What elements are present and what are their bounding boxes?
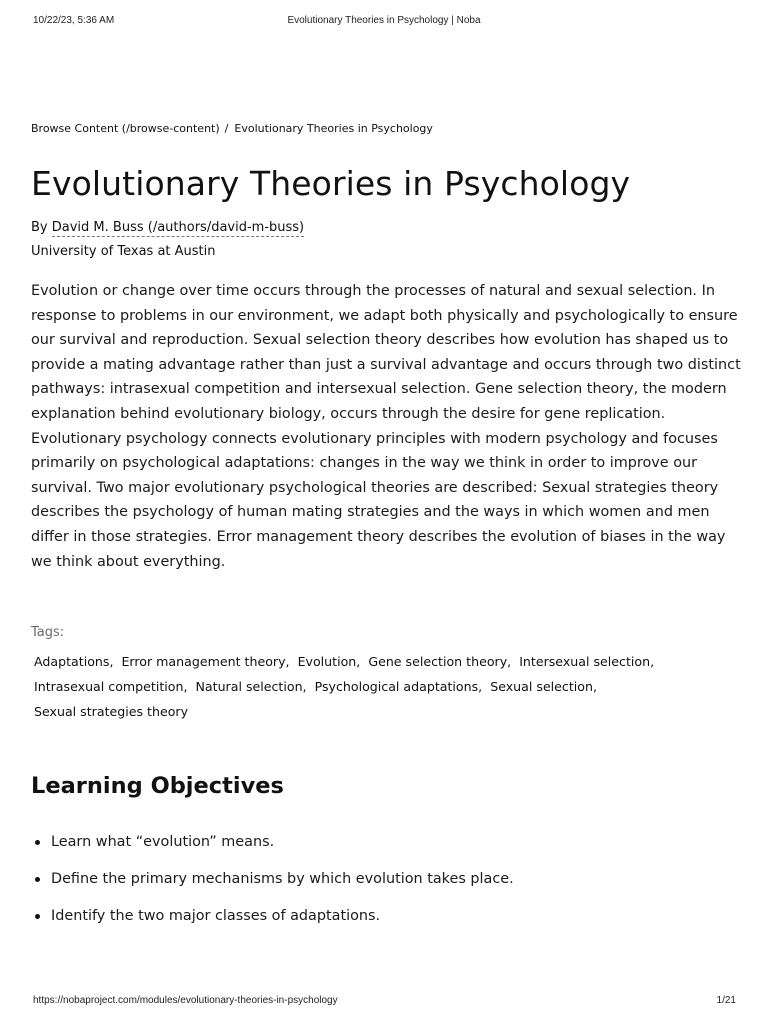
objective-text: Learn what “evolution” means. xyxy=(51,834,275,850)
tag-link[interactable]: Intersexual selection, xyxy=(519,654,655,669)
objective-text: Identify the two major classes of adaptations. xyxy=(51,908,381,924)
tag-list xyxy=(34,649,734,724)
article-title: Evolutionary Theories in Psychology xyxy=(31,164,631,203)
learning-objectives-heading: Learning Objectives xyxy=(31,773,284,799)
bullet-icon xyxy=(35,840,40,845)
print-footer xyxy=(0,995,768,1011)
tag-row xyxy=(34,674,734,699)
objective-text: Define the primary mechanisms by which evolution takes place. xyxy=(51,871,514,887)
objective-item xyxy=(31,904,731,941)
print-page-number: 1/21 xyxy=(716,995,736,1006)
tag-link[interactable]: Natural selection, xyxy=(195,679,307,694)
tag-link[interactable]: Error management theory, xyxy=(121,654,290,669)
print-url: https://nobaproject.com/modules/evolutionary-theories-in-psychology xyxy=(33,995,338,1006)
tag-link[interactable]: Sexual strategies theory xyxy=(34,704,189,719)
abstract-paragraph: Evolution or change over time occurs through the processes of natural and sexual selection. In response to problems in our environment, we adapt both physically and psychologically to ensure our survival and reproduction. Sexual selection theory describes how evolution has shaped us to provide a mating advantage rather than just a survival advantage and occurs through two distinct pathways: intrasexual competition and intersexual selection. Gene selection theory, the modern explanation behind evolutionary biology, occurs through the desire for gene replication. Evolutionary psychology connects evolutionary principles with modern psychology and focuses primarily on psychological adaptations: changes in the way we think in order to improve our survival. Two major evolutionary psychological theories are described: Sexual strategies theory describes the psychology of human mating strategies and the ways in which women and men differ in those strategies. Error management theory describes the evolution of biases in the way we think about everything. xyxy=(31,283,741,570)
print-date: 10/22/23, 5:36 AM xyxy=(33,15,115,26)
tag-link[interactable]: Gene selection theory, xyxy=(368,654,512,669)
breadcrumb-link-browse-content[interactable]: Browse Content (/browse-content) xyxy=(31,122,220,135)
tag-link[interactable]: Intrasexual competition, xyxy=(34,679,188,694)
author-link[interactable]: David M. Buss (/authors/david-m-buss) xyxy=(51,220,305,235)
tag-link[interactable]: Sexual selection, xyxy=(490,679,597,694)
breadcrumb xyxy=(31,122,741,135)
tag-link[interactable]: Adaptations, xyxy=(34,654,114,669)
author-affiliation: University of Texas at Austin xyxy=(31,244,216,259)
tag-row xyxy=(34,649,734,674)
objective-item xyxy=(31,830,731,867)
tags-label: Tags: xyxy=(31,625,65,640)
breadcrumb-separator: / xyxy=(224,122,229,135)
learning-objectives-list xyxy=(31,830,731,941)
bullet-icon xyxy=(35,877,40,882)
byline xyxy=(31,220,304,235)
tag-link[interactable]: Evolution, xyxy=(297,654,361,669)
breadcrumb-current: Evolutionary Theories in Psychology xyxy=(234,122,433,135)
objective-item xyxy=(31,867,731,904)
bullet-icon xyxy=(35,914,40,919)
byline-prefix: By xyxy=(31,220,48,235)
print-page-title: Evolutionary Theories in Psychology | Noba xyxy=(287,15,481,26)
tag-link[interactable]: Psychological adaptations, xyxy=(314,679,483,694)
tag-row xyxy=(34,699,734,724)
print-header xyxy=(0,15,768,31)
